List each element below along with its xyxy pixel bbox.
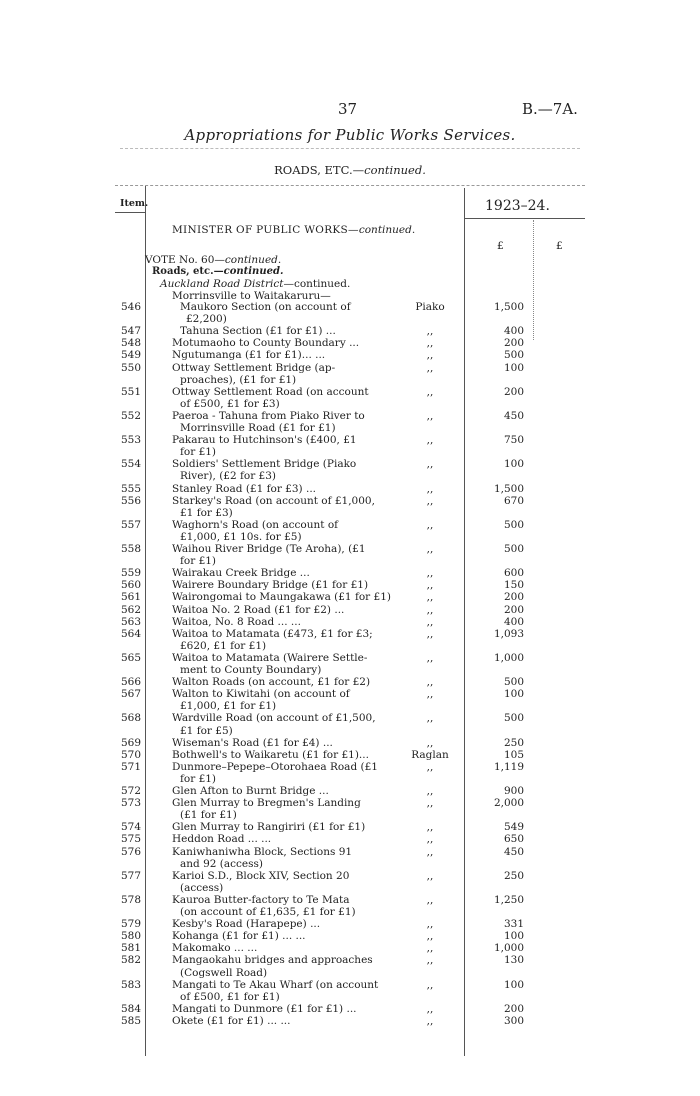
- item-amount: 2,000: [493, 797, 524, 810]
- item-description: £620, £1 for £1): [180, 639, 267, 652]
- item-amount: 150: [503, 579, 524, 592]
- item-number: 552: [121, 409, 142, 422]
- item-description: (on account of £1,635, £1 for £1): [180, 906, 356, 918]
- table-row: [0, 434, 700, 446]
- item-amount: 130: [503, 954, 524, 967]
- table-row: [0, 362, 700, 374]
- item-number: 566: [121, 676, 142, 689]
- item-district: Piako: [415, 301, 445, 313]
- item-district: ,,: [426, 615, 434, 628]
- item-district: ,,: [426, 893, 434, 906]
- table-row: [0, 991, 700, 1003]
- item-number: 578: [121, 893, 142, 906]
- item-amount: 500: [503, 543, 524, 555]
- table-row: [0, 664, 700, 676]
- item-district: ,,: [426, 494, 434, 507]
- item-number: 553: [121, 434, 142, 447]
- group-heading: Morrinsville to Waitakaruru—: [172, 290, 331, 302]
- item-district: ,,: [426, 591, 434, 604]
- item-description: of £500, £1 for £3): [180, 397, 280, 410]
- item-district: ,,: [426, 518, 434, 531]
- item-description: of £500, £1 for £1): [180, 990, 280, 1003]
- item-number: 569: [121, 736, 142, 749]
- item-description: Heddon Road ... ...: [172, 833, 272, 846]
- table-row: [0, 543, 700, 555]
- item-description: Motumaoho to County Boundary ...: [172, 337, 360, 350]
- item-number: 547: [121, 325, 142, 338]
- item-district: ,,: [426, 1002, 434, 1015]
- pound-symbol-1: £: [497, 240, 504, 252]
- item-description: Mangati to Te Akau Wharf (on account: [172, 978, 379, 991]
- table-row: [0, 954, 700, 966]
- title-divider: [120, 148, 580, 149]
- item-amount: 200: [503, 337, 524, 350]
- item-district: ,,: [426, 385, 434, 398]
- item-amount: 500: [503, 712, 524, 725]
- item-amount: 250: [503, 869, 524, 882]
- item-amount: 750: [503, 434, 524, 447]
- item-description: Ottway Settlement Bridge (ap-: [172, 361, 336, 374]
- table-row: [0, 761, 700, 773]
- table-row: [0, 398, 700, 410]
- item-district: ,,: [426, 482, 434, 495]
- table-row: [0, 349, 700, 361]
- item-description: Glen Afton to Burnt Bridge ...: [172, 785, 329, 797]
- table-row: [0, 410, 700, 422]
- item-number: 551: [121, 385, 142, 398]
- table-row: [0, 894, 700, 906]
- table-row: [0, 301, 700, 313]
- item-district: Raglan: [411, 748, 449, 761]
- item-description: Morrinsville Road (£1 for £1): [180, 422, 336, 434]
- item-description: Walton to Kiwitahi (on account of: [172, 688, 350, 701]
- item-district: ,,: [426, 434, 434, 447]
- item-number: 572: [121, 785, 142, 797]
- year-column-header: 1923–24.: [485, 198, 550, 214]
- item-number: 555: [121, 482, 142, 495]
- district-main: Auckland Road District: [160, 278, 284, 290]
- item-amount: 200: [503, 1002, 524, 1015]
- item-district: ,,: [426, 325, 434, 338]
- item-district: ,,: [426, 918, 434, 931]
- item-amount: 100: [503, 688, 524, 701]
- item-amount: 200: [503, 603, 524, 616]
- table-row: [0, 821, 700, 833]
- table-row: [0, 591, 700, 603]
- item-district: ,,: [426, 797, 434, 810]
- table-row: [0, 676, 700, 688]
- item-amount: 400: [503, 325, 524, 338]
- item-description: Kesby's Road (Harapepe) ...: [172, 918, 321, 931]
- item-description: Waitoa to Matamata (Wairere Settle-: [172, 651, 368, 664]
- item-district: ,,: [426, 651, 434, 664]
- item-description: Maukoro Section (on account of: [180, 301, 351, 313]
- item-number: 564: [121, 627, 142, 640]
- item-description: Walton Roads (on account, £1 for £2): [172, 676, 371, 689]
- table-row: [0, 737, 700, 749]
- item-number: 585: [121, 1014, 142, 1027]
- item-district: ,,: [426, 458, 434, 471]
- table-row: [0, 313, 700, 325]
- item-amount: 200: [503, 591, 524, 604]
- item-number: 546: [121, 301, 142, 313]
- table-row: [0, 507, 700, 519]
- item-description: (£1 for £1): [180, 809, 237, 822]
- item-description: Dunmore–Pepepe–Otorohaea Road (£1: [172, 760, 378, 773]
- item-number: 559: [121, 567, 142, 580]
- table-row: [0, 374, 700, 386]
- vote-main: VOTE No. 60—: [145, 254, 225, 266]
- page-title: [0, 126, 700, 144]
- table-row: [0, 640, 700, 652]
- item-description: Wiseman's Road (£1 for £4) ...: [172, 736, 333, 749]
- item-description: £1 for £3): [180, 506, 233, 519]
- table-row: [0, 882, 700, 894]
- table-row: [0, 652, 700, 664]
- item-description: Bothwell's to Waikaretu (£1 for £1)...: [172, 748, 369, 761]
- item-number: 582: [121, 954, 142, 967]
- item-amount: 500: [503, 518, 524, 531]
- table-row: [0, 531, 700, 543]
- item-number: 583: [121, 978, 142, 991]
- table-row: [0, 906, 700, 918]
- table-row: [0, 604, 700, 616]
- item-amount: 300: [503, 1014, 524, 1027]
- item-amount: 450: [503, 845, 524, 858]
- item-district: ,,: [426, 409, 434, 422]
- item-amount: 1,000: [493, 942, 524, 955]
- item-number: 576: [121, 845, 142, 858]
- table-row: [0, 483, 700, 495]
- item-number: 561: [121, 591, 142, 604]
- item-description: Okete (£1 for £1) ... ...: [172, 1014, 291, 1027]
- item-description: Makomako ... ...: [172, 942, 258, 955]
- item-description: Waghorn's Road (on account of: [172, 518, 339, 531]
- table-row: [0, 967, 700, 979]
- table-row: [0, 1003, 700, 1015]
- table-row: [0, 809, 700, 821]
- table-row: [0, 1015, 700, 1027]
- item-amount: 1,500: [493, 482, 524, 495]
- item-description: Wairakau Creek Bridge ...: [172, 567, 310, 580]
- item-description: Ngutumanga (£1 for £1)... ...: [172, 349, 326, 362]
- item-number: 574: [121, 821, 142, 834]
- table-row: [0, 870, 700, 882]
- item-number: 554: [121, 458, 142, 471]
- page-number: 37: [338, 100, 358, 118]
- item-amount: 200: [503, 385, 524, 398]
- item-description: and 92 (access): [180, 857, 263, 870]
- roads-heading: [152, 266, 283, 277]
- item-amount: 600: [503, 567, 524, 580]
- table-row: [0, 337, 700, 349]
- item-district: ,,: [426, 627, 434, 640]
- item-district: ,,: [426, 543, 434, 555]
- item-description: Waihou River Bridge (Te Aroha), (£1: [172, 543, 366, 555]
- item-description: £1,000, £1 for £1): [180, 700, 277, 713]
- item-description: Wairere Boundary Bridge (£1 for £1): [172, 579, 369, 592]
- table-row: [0, 700, 700, 712]
- item-description: (access): [180, 881, 224, 894]
- item-number: 565: [121, 651, 142, 664]
- item-amount: 450: [503, 409, 524, 422]
- item-district: ,,: [426, 942, 434, 955]
- item-number: 577: [121, 869, 142, 882]
- table-row: [0, 833, 700, 845]
- item-description: £1 for £5): [180, 724, 233, 737]
- item-amount: 1,093: [493, 627, 524, 640]
- item-description: Wardville Road (on account of £1,500,: [172, 712, 376, 725]
- item-amount: 500: [503, 349, 524, 362]
- item-description: Kohanga (£1 for £1) ... ...: [172, 930, 306, 943]
- item-description: £2,200): [186, 313, 227, 326]
- table-row: [0, 749, 700, 761]
- minister-heading: [172, 224, 415, 236]
- page-reference: B.—7A.: [522, 100, 578, 118]
- table-row: [0, 846, 700, 858]
- item-amount: 1,250: [493, 893, 524, 906]
- district-heading: [160, 278, 350, 290]
- item-amount: 650: [503, 833, 524, 846]
- minister-continued: continued.: [358, 224, 416, 236]
- roads-continued: continued.: [223, 266, 284, 277]
- item-amount: 400: [503, 615, 524, 628]
- item-description: Ottway Settlement Road (on account: [172, 385, 369, 398]
- item-district: ,,: [426, 712, 434, 725]
- item-description: Pakarau to Hutchinson's (£400, £1: [172, 434, 357, 447]
- item-description: Kaniwhaniwha Block, Sections 91: [172, 845, 353, 858]
- table-row: [0, 797, 700, 809]
- item-district: ,,: [426, 736, 434, 749]
- item-description: for £1): [180, 555, 217, 568]
- section-subtitle: [0, 163, 700, 177]
- page-title-text: Appropriations for Public Works Services.: [184, 126, 516, 144]
- item-amount: 331: [503, 918, 524, 931]
- table-row: [0, 930, 700, 942]
- table-row: [0, 422, 700, 434]
- item-description: £1,000, £1 10s. for £5): [180, 530, 302, 543]
- item-amount: 1,119: [493, 760, 524, 773]
- item-description: Glen Murray to Bregmen's Landing: [172, 797, 361, 810]
- table-row: [0, 325, 700, 337]
- table-row: [0, 567, 700, 579]
- item-description: Tahuna Section (£1 for £1) ...: [180, 325, 336, 338]
- item-description: Stanley Road (£1 for £3) ...: [172, 482, 316, 495]
- item-number: 567: [121, 688, 142, 701]
- item-header-rule: [115, 212, 145, 213]
- item-column-header: Item.: [120, 198, 149, 209]
- item-description: Kauroa Butter-factory to Te Mata: [172, 893, 350, 906]
- item-district: ,,: [426, 833, 434, 846]
- table-row: [0, 712, 700, 724]
- item-description: Waitoa No. 2 Road (£1 for £2) ...: [172, 603, 345, 616]
- district-continued: —continued.: [283, 278, 351, 290]
- item-number: 549: [121, 349, 142, 362]
- item-number: 558: [121, 543, 142, 555]
- item-number: 581: [121, 942, 142, 955]
- item-number: 568: [121, 712, 142, 725]
- item-district: ,,: [426, 337, 434, 350]
- item-description: Waitoa, No. 8 Road ... ...: [172, 615, 301, 628]
- item-description: proaches), (£1 for £1): [180, 373, 297, 386]
- subtitle-continued: continued.: [364, 163, 426, 177]
- item-district: ,,: [426, 845, 434, 858]
- item-number: 579: [121, 918, 142, 931]
- roads-main: Roads, etc.—: [152, 266, 224, 277]
- item-number: 580: [121, 930, 142, 943]
- table-row: [0, 458, 700, 470]
- item-number: 550: [121, 361, 142, 374]
- minister-main: MINISTER OF PUBLIC WORKS—: [172, 224, 359, 236]
- table-row: [0, 386, 700, 398]
- item-amount: 100: [503, 978, 524, 991]
- subtitle-main: ROADS, ETC.—: [274, 163, 365, 177]
- item-description: River), (£2 for £3): [180, 470, 277, 483]
- item-number: 556: [121, 494, 142, 507]
- item-amount: 100: [503, 930, 524, 943]
- table-row: [0, 918, 700, 930]
- item-number: 560: [121, 579, 142, 592]
- item-district: ,,: [426, 978, 434, 991]
- item-amount: 670: [503, 494, 524, 507]
- item-district: ,,: [426, 954, 434, 967]
- item-amount: 100: [503, 361, 524, 374]
- item-amount: 549: [503, 821, 524, 834]
- table-row: [0, 628, 700, 640]
- table-row: [0, 979, 700, 991]
- item-description: Soldiers' Settlement Bridge (Piako: [172, 458, 357, 471]
- item-number: 571: [121, 760, 142, 773]
- item-district: ,,: [426, 688, 434, 701]
- item-district: ,,: [426, 930, 434, 943]
- pound-symbol-2: £: [556, 240, 563, 252]
- item-number: 573: [121, 797, 142, 810]
- item-number: 563: [121, 615, 142, 628]
- table-row: [0, 773, 700, 785]
- table-top-rule: [115, 185, 585, 186]
- item-amount: 100: [503, 458, 524, 471]
- item-district: ,,: [426, 603, 434, 616]
- year-header-rule: [465, 218, 585, 219]
- item-district: ,,: [426, 676, 434, 689]
- table-row: [0, 942, 700, 954]
- table-row: [0, 785, 700, 797]
- table-row: [0, 579, 700, 591]
- item-number: 562: [121, 603, 142, 616]
- item-description: for £1): [180, 446, 217, 459]
- item-district: ,,: [426, 579, 434, 592]
- item-amount: 500: [503, 676, 524, 689]
- item-description: Starkey's Road (on account of £1,000,: [172, 494, 375, 507]
- item-district: ,,: [426, 1014, 434, 1027]
- item-description: Waitoa to Matamata (£473, £1 for £3;: [172, 627, 373, 640]
- item-description: Wairongomai to Maungakawa (£1 for £1): [172, 591, 391, 604]
- item-district: ,,: [426, 567, 434, 580]
- table-row: [0, 616, 700, 628]
- table-row: [0, 446, 700, 458]
- item-amount: 900: [503, 785, 524, 797]
- item-amount: 1,500: [493, 301, 524, 313]
- table-row: [0, 725, 700, 737]
- item-district: ,,: [426, 361, 434, 374]
- item-district: ,,: [426, 869, 434, 882]
- item-description: (Cogswell Road): [180, 966, 268, 979]
- table-row: [0, 495, 700, 507]
- item-description: ment to County Boundary): [180, 664, 322, 676]
- item-number: 575: [121, 833, 142, 846]
- item-number: 557: [121, 518, 142, 531]
- item-number: 584: [121, 1002, 142, 1015]
- vote-heading: [145, 254, 281, 266]
- table-row: [0, 555, 700, 567]
- table-row: [0, 519, 700, 531]
- table-row: [0, 858, 700, 870]
- item-amount: 250: [503, 736, 524, 749]
- item-description: Glen Murray to Rangiriri (£1 for £1): [172, 821, 366, 834]
- item-district: ,,: [426, 349, 434, 362]
- item-amount: 105: [503, 748, 524, 761]
- item-district: ,,: [426, 760, 434, 773]
- item-description: Mangati to Dunmore (£1 for £1) ...: [172, 1002, 357, 1015]
- table-row: [0, 688, 700, 700]
- vote-continued: continued.: [224, 254, 282, 266]
- item-district: ,,: [426, 785, 434, 797]
- item-number: 548: [121, 337, 142, 350]
- item-description: Paeroa - Tahuna from Piako River to: [172, 409, 365, 422]
- item-description: Mangaokahu bridges and approaches: [172, 954, 373, 967]
- table-row: [0, 470, 700, 482]
- item-description: Karioi S.D., Block XIV, Section 20: [172, 869, 350, 882]
- item-description: for £1): [180, 772, 217, 785]
- item-district: ,,: [426, 821, 434, 834]
- item-amount: 1,000: [493, 651, 524, 664]
- item-number: 570: [121, 748, 142, 761]
